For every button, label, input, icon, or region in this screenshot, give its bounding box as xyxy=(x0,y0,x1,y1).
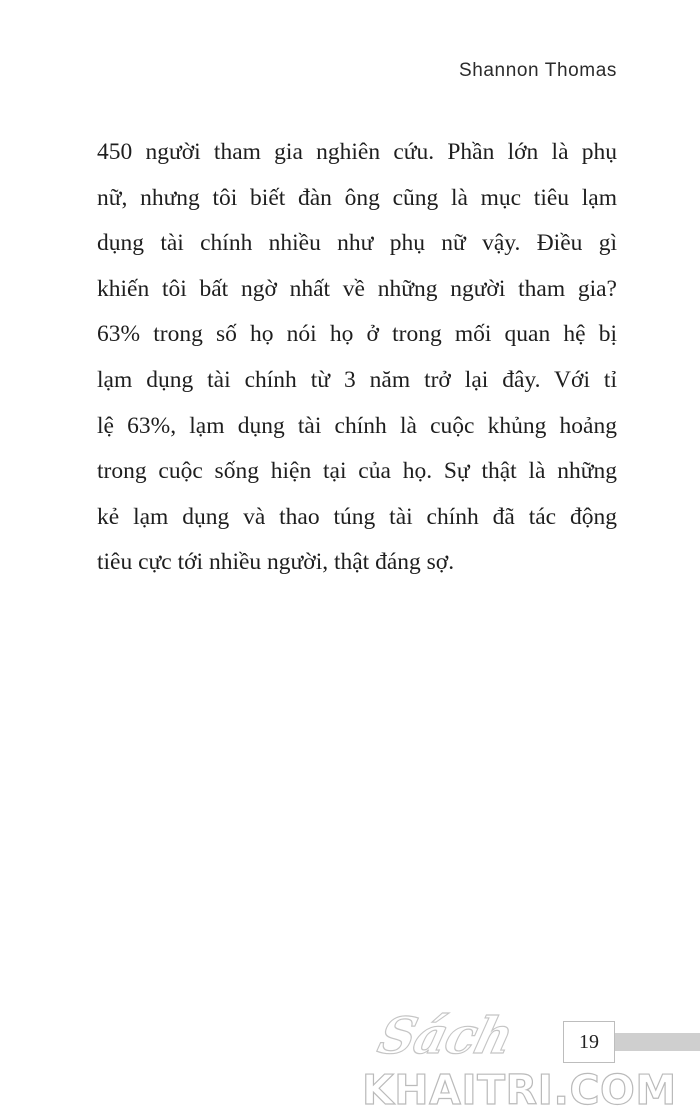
watermark-logo xyxy=(360,990,700,1120)
body-line: khiến tôi bất ngờ nhất về những người tham gia? xyxy=(97,275,617,302)
body-line: kẻ lạm dụng và thao túng tài chính đã tác động xyxy=(97,503,617,530)
body-line: nữ, nhưng tôi biết đàn ông cũng là mục tiêu lạm xyxy=(97,184,617,211)
body-line: lạm dụng tài chính từ 3 năm trở lại đây. Với tỉ xyxy=(97,366,617,393)
body-paragraph xyxy=(97,130,617,586)
body-line-last: tiêu cực tới nhiều người, thật đáng sợ. xyxy=(97,549,455,576)
watermark-brand-text: KHAITRI.COM xyxy=(362,1066,677,1114)
body-line: 450 người tham gia nghiên cứu. Phần lớn là phụ xyxy=(97,139,617,165)
page-number: 19 xyxy=(563,1021,615,1063)
body-line: lệ 63%, lạm dụng tài chính là cuộc khủng hoảng xyxy=(97,412,617,439)
body-line: dụng tài chính nhiều như phụ nữ vậy. Điều gì xyxy=(97,230,617,257)
body-line: 63% trong số họ nói họ ở trong mối quan hệ bị xyxy=(97,321,617,348)
footer-bar xyxy=(615,1033,700,1051)
running-header-author: Shannon Thomas xyxy=(458,60,617,81)
body-line: trong cuộc sống hiện tại của họ. Sự thật là những xyxy=(97,458,617,485)
watermark-script-text: Sách xyxy=(372,1006,519,1065)
